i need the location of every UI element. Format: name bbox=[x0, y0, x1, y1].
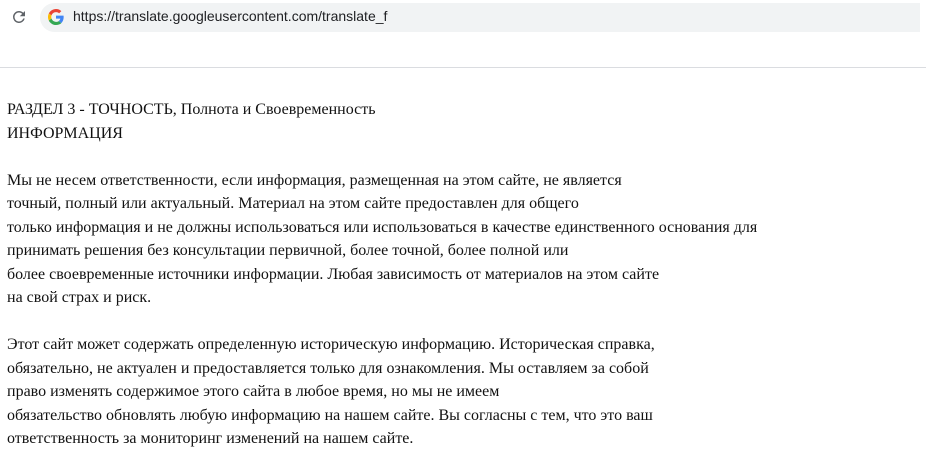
text-line: обязательно, не актуален и предоставляется только для ознакомления. Мы оставляем за собой bbox=[7, 359, 649, 377]
text-line: только информация и не должны использоваться или использоваться в качестве единственного основания для bbox=[7, 218, 758, 236]
text-line: Этот сайт может содержать определенную историческую информацию. Историческая справка, bbox=[7, 336, 655, 353]
section-heading bbox=[7, 98, 919, 145]
text-line: точный, полный или актуальный. Материал на этом сайте предоставлен для общего bbox=[7, 195, 579, 212]
text-line: принимать решения без консультации первичной, более точной, более полной или bbox=[7, 242, 569, 259]
browser-toolbar bbox=[0, 0, 926, 36]
text-line: на свой страх и риск. bbox=[7, 289, 152, 306]
paragraph-accuracy bbox=[7, 169, 919, 310]
paragraph-historical bbox=[7, 333, 919, 451]
heading-line: ИНФОРМАЦИЯ bbox=[7, 124, 123, 142]
page-content bbox=[7, 98, 919, 451]
toolbar-divider bbox=[0, 67, 926, 68]
text-line: более своевременные источники информации. Любая зависимость от материалов на этом сайте bbox=[7, 265, 660, 283]
reload-icon[interactable] bbox=[10, 8, 28, 26]
url-text[interactable]: https://translate.googleusercontent.com/translate_f bbox=[73, 8, 388, 24]
text-line: обязательство обновлять любую информацию на нашем сайте. Вы согласны с тем, что это ваш bbox=[7, 406, 653, 424]
text-line: ответственность за мониторинг изменений на нашем сайте. bbox=[7, 430, 414, 447]
heading-line: РАЗДЕЛ 3 - ТОЧНОСТЬ, Полнота и Своевременность bbox=[7, 101, 376, 118]
text-line: Мы не несем ответственности, если информация, размещенная на этом сайте, не является bbox=[7, 171, 622, 189]
google-g-icon bbox=[48, 9, 64, 25]
text-line: право изменять содержимое этого сайта в любое время, но мы не имеем bbox=[7, 383, 500, 400]
